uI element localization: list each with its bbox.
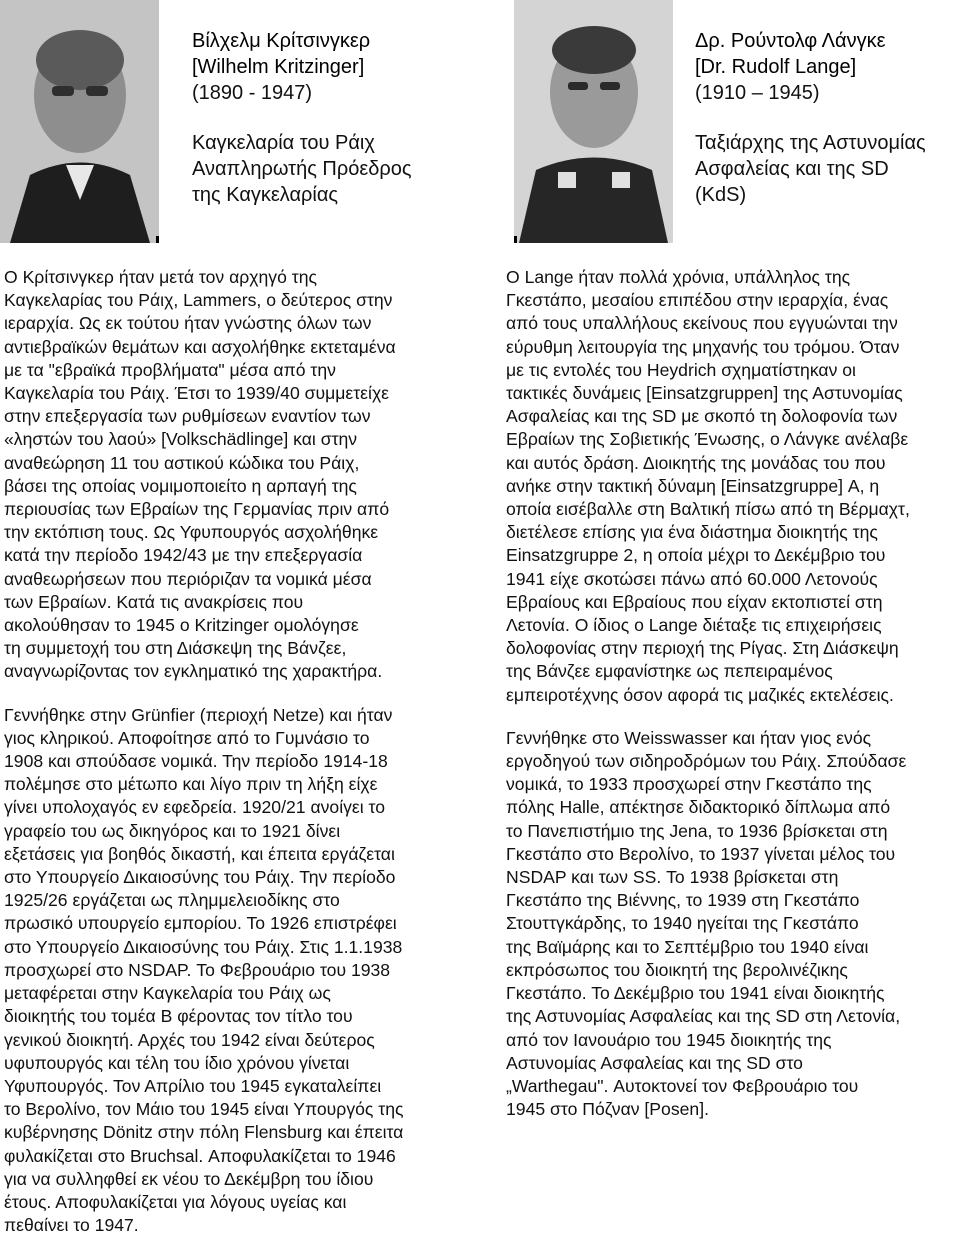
person-years: (1890 - 1947): [192, 82, 313, 104]
role-line: της Καγκελαρίας: [192, 184, 339, 206]
biography-paragraph: Γεννήθηκε στην Grünfier (περιοχή Netze) και ήταν γιος κληρικού. Αποφοίτησε από το Γυμνάσιο το 1908 και σπούδασε νομικά. Την περίοδο 1914-18 πολέμησε στο μέτωπο και λίγο πριν τη λήξη είχε γίνει υπολοχαγός εν εφεδρεία. 1920/21 ανοίγει το γραφείο του ως δικηγόρος και το 1921 δίνει εξετάσεις για βοηθός δικαστή, και έπειτα εργάζεται στο Υπουργείο Δικαιοσύνης του Ράιχ. Την περίοδο 1925/26 εργάζεται ως πλημμελειοδίκης στο πρωσικό υπουργείο εμπορίου. Το 1926 επιστρέφει στο Υπουργείο Δικαιοσύνης του Ράιχ. Στις 1.1.1938 προσχωρεί στο NSDAP. Το Φεβρουάριο του 1938 μεταφέρεται στην Καγκελαρία του Ράιχ ως διοικητής του τομέα Β φέροντας τον τίτλο του γενικού διοικητή. Αρχές του 1942 είναι δεύτερος υφυπουργός και τέλη του ίδιο χρόνου γίνεται Υφυπουργός. Τον Απρίλιο του 1945 εγκαταλείπει το Βερολίνο, τον Μάιο του 1945 είναι Υπουργός της κυβέρνησης Dönitz στην πόλη Flensburg και έπειτα φυλακίζεται στο Bruchsal. Αποφυλακίζεται το 1946 για να συλληφθεί εκ νέου το Δεκέμβρη του ίδιου έτους. Αποφυλακίζεται για λόγους υγείας και πεθαίνει το 1947.: [4, 704, 404, 1236]
biography-column-lange: [506, 266, 960, 1121]
biography-paragraph: Γεννήθηκε στο Weisswasser και ήταν γιος ενός εργοδηγού των σιδηροδρόμων του Ράιχ. Σπούδασε νομικά, το 1933 προσχωρεί στην Γκεστάπο της πόλης Halle, απέκτησε διδακτορικό δίπλωμα από το Πανεπιστήμιο της Jena, το 1936 βρίσκεται στη Γκεστάπο στο Βερολίνο, το 1937 γίνεται μέλος του NSDAP και των SS. Το 1938 βρίσκεται στη Γκεστάπο της Βιέννης, το 1939 στη Γκεστάπο Στουττγκάρδης, το 1940 ηγείται της Γκεστάπο της Βαϊμάρης και το Σεπτέμβριο του 1940 είναι εκπρόσωπος του διοικητή της βερολινέζικης Γκεστάπο. Το Δεκέμβριο του 1941 είναι διοικητής της Αστυνομίας Ασφαλείας και της SD στη Λετονία, από τον Ιανουάριο του 1945 διοικητής της Αστυνομίας Ασφαλείας και της SD στο „Warthegau". Αυτοκτονεί τον Φεβρουάριο του 1945 στο Πόζναν [Posen].: [506, 727, 907, 1120]
role-line: (KdS): [695, 184, 747, 206]
caption-lange: [695, 28, 957, 208]
caption-kritzinger: [192, 28, 492, 208]
person-name: Δρ. Ρούντολφ Λάνγκε: [695, 30, 886, 52]
biography-column-kritzinger: [4, 266, 474, 1237]
portrait-icon: [0, 0, 159, 243]
person-name-latin: [Dr. Rudolf Lange]: [695, 56, 857, 78]
role-line: Αναπληρωτής Πρόεδρος: [192, 158, 412, 180]
person-years: (1910 – 1945): [695, 82, 820, 104]
person-name: Βίλχελμ Κρίτσινγκερ: [192, 30, 371, 52]
portrait-photo-lange: [514, 0, 673, 243]
biography-paragraph: Ο Κρίτσινγκερ ήταν μετά τον αρχηγό της Καγκελαρίας του Ράιχ, Lammers, ο δεύτερος στην ιεραρχία. Ως εκ τούτου ήταν γνώστης όλων των αντιεβραϊκών θεμάτων και ασχολήθηκε εκτεταμένα με τα "εβραϊκά προβλήματα" μέσα από την Καγκελαρία του Ράιχ. Έτσι το 1939/40 συμμετείχε στην επεξεργασία των ρυθμίσεων εναντίον των «ληστών του λαού» [Volkschädlinge] και στην αναθεώρηση 11 του αστικού κώδικα του Ράιχ, βάσει της οποίας νομιμοποιείτο η αρπαγή της περιουσίας των Εβραίων της Γερμανίας πριν από την εκτόπιση τους. Ως Υφυπουργός ασχολήθηκε κατά την περίοδο 1942/43 με την επεξεργασία αναθεωρήσεων που περιόριζαν τα νομικά μέσα των Εβραίων. Κατά τις ανακρίσεις που ακολούθησαν το 1945 ο Kritzinger ομολόγησε τη συμμετοχή του στη Διάσκεψη της Βάνζεε, αναγνωρίζοντας τον εγκληματικό της χαρακτήρα.: [4, 267, 396, 682]
role-line: Ασφαλείας και της SD: [695, 158, 889, 180]
person-name-latin: [Wilhelm Kritzinger]: [192, 56, 365, 78]
role-line: Ταξιάρχης της Αστυνομίας: [695, 132, 926, 154]
portrait-photo-kritzinger: [0, 0, 159, 243]
portrait-icon: [514, 0, 673, 243]
biography-paragraph: Ο Lange ήταν πολλά χρόνια, υπάλληλος της Γκεστάπο, μεσαίου επιπέδου στην ιεραρχία, ένας από τους υπαλλήλους εκείνους που εγγυώνται την εύρυθμη λειτουργία της μηχανής του τρόμου. Όταν με τις εντολές του Heydrich σχηματίστηκαν οι τακτικές δυνάμεις [Einsatzgruppen] της Αστυνομίας Ασφαλείας και της SD με σκοπό τη δολοφονία των Εβραίων της Σοβιετικής Ένωσης, ο Λάνγκε ανέλαβε και αυτός δράση. Διοικητής της μονάδας του που ανήκε στην τακτική δύναμη [Einsatzgruppe] A, η οποία εισέβαλλε στη Βαλτική πίσω από τη Βέρμαχτ, διετέλεσε επίσης για ένα διάστημα διοικητής της Einsatzgruppe 2, η οποία μέχρι το Δεκέμβριο του 1941 είχε σκοτώσει πάνω από 60.000 Λετονούς Εβραίους και Εβραίους που είχαν εκτοπιστεί στη Λετονία. Ο ίδιος ο Lange διέταξε τις επιχειρήσεις δολοφονίας στην περιοχή της Ρίγας. Στη Διάσκεψη της Βάνζεε εμφανίστηκε ως πεπειραμένος εμπειροτέχνης όσον αφορά τις μαζικές εκτελέσεις.: [506, 267, 910, 705]
role-line: Καγκελαρία του Ράιχ: [192, 132, 375, 154]
